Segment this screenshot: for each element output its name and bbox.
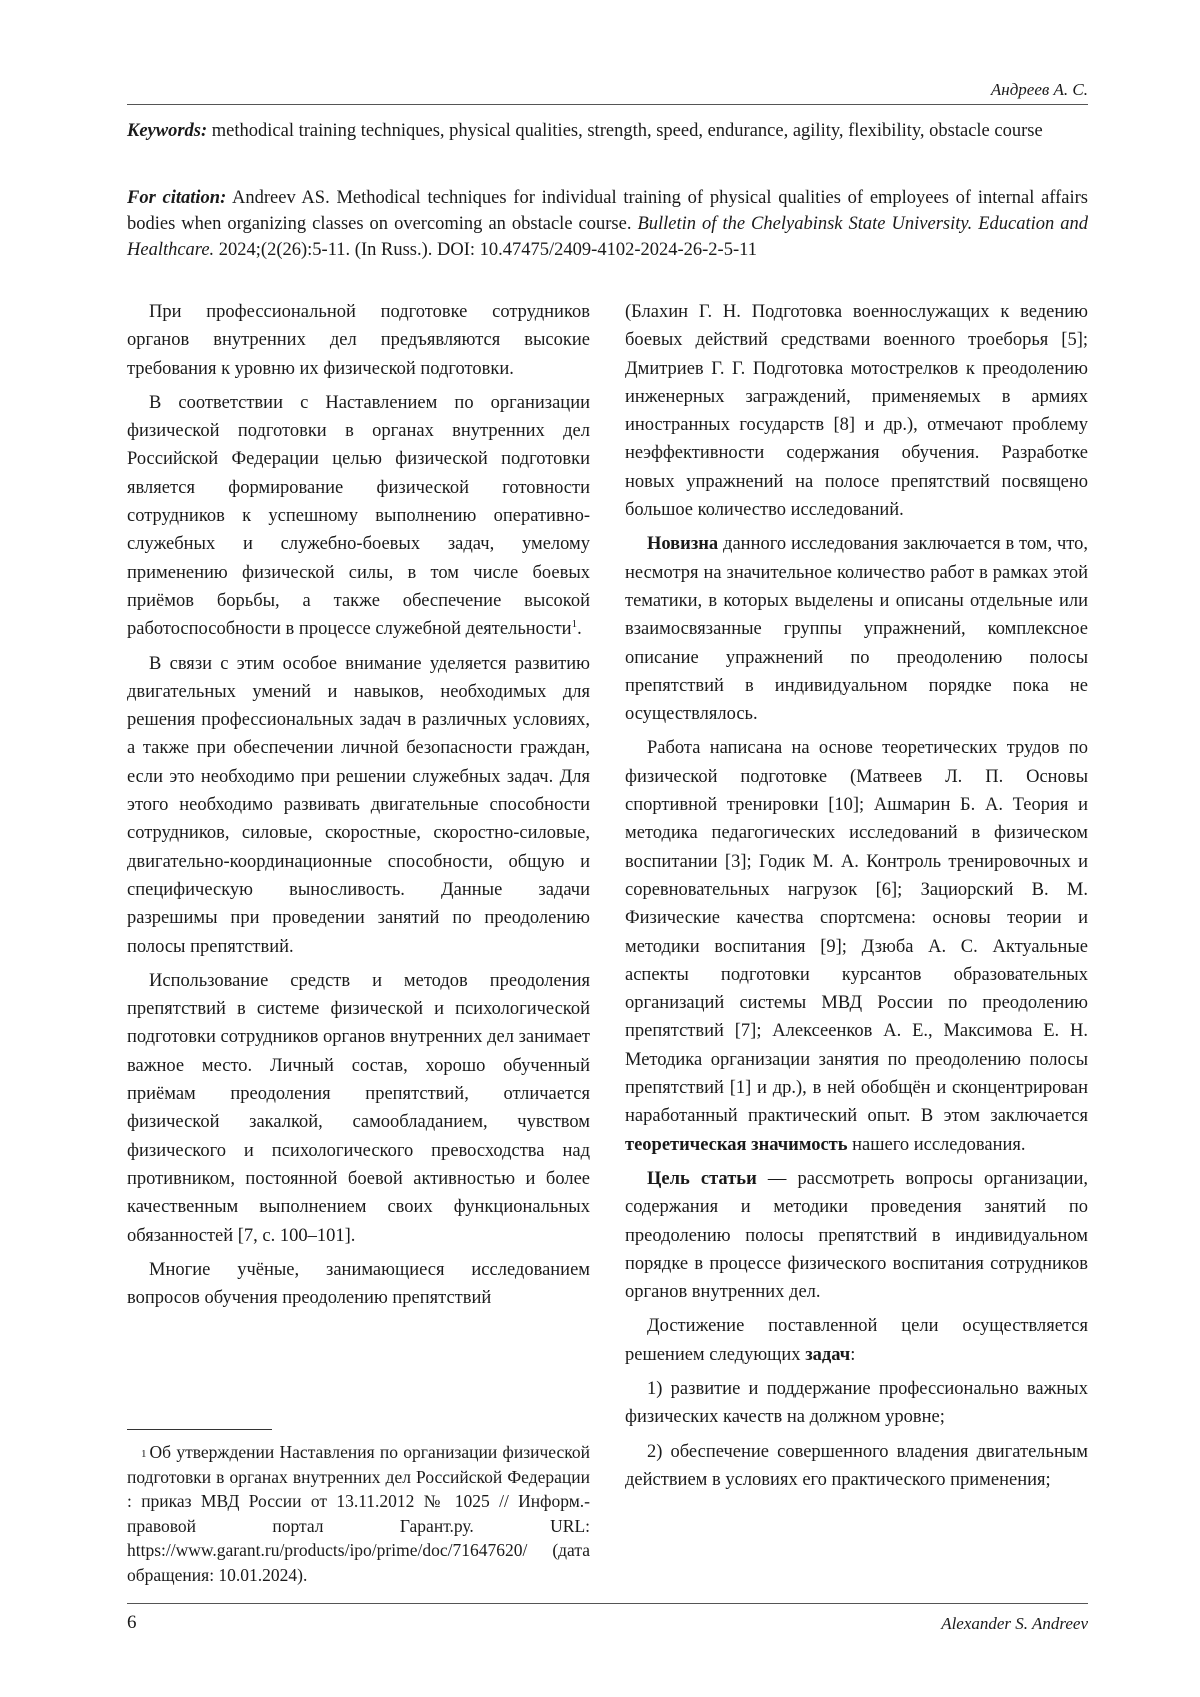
paragraph: При профессиональной подготовке сотрудников органов внутренних дел предъявляются высокие требования к уровню их физической подготовки. <box>127 302 590 379</box>
keywords-block <box>127 118 1088 144</box>
keywords-label: Keywords: <box>127 121 208 141</box>
header-rule <box>127 104 1088 105</box>
left-column <box>127 298 590 1318</box>
paragraph: Цель статьи — рассмотреть вопросы организации, содержания и методики проведения занятий по преодолению полосы препятствий в индивидуальном порядке в процессе физического воспитания сотрудников органов внутренних дел. <box>625 1168 1088 1303</box>
footnote-ref[interactable]: 1 <box>571 618 578 631</box>
paragraph: В соответствии с Наставлением по организации физической подготовки в органах внутренних дел Российской Федерации целью физической подготовки является формирование физической готовности сотрудников к успешному выполнению оперативно-служебных и служебно-боевых задач, умелому применению физической силы, в том числе боевых приёмов борьбы, а также обеспечение высокой работоспособности в процессе служебной деятельности$^1$. <box>127 392 590 640</box>
footnote <box>127 1440 590 1587</box>
footnote-mark: 1 <box>141 1448 147 1460</box>
paragraph: В связи с этим особое внимание уделяется развитию двигательных умений и навыков, необходимых для решения профессиональных задач в различных условиях, а также при обеспечении личной безопасности граждан, если это необходимо при решении служебных задач. Для этого необходимо развивать двигательные способности сотрудников, силовые, скоростные, скоростно-силовые, двигательно-координационные способности, общую и специфическую выносливость. Данные задачи разрешимы при проведении занятий по преодолению полосы препятствий. <box>127 653 590 957</box>
footnote-text: Об утверждении Наставления по организации физической подготовки в органах внутренних дел Российской Федерации : приказ МВД России от 13.11.2012 № 1025 // Информ.-правовой портал Гарант.ру. URL: https://www.garant.ru/products/ipo/prime/doc/71647620/ (дата обращения: 10.01.2024). <box>127 1442 590 1585</box>
citation-journal: Bulletin of the Chelyabinsk State University. Education and Healthcare. <box>127 214 1089 260</box>
list-item: 2) обеспечение совершенного владения двигательным действием в условиях его практического применения; <box>625 1441 1088 1490</box>
running-footer-author: Alexander S. Andreev <box>941 1614 1088 1633</box>
goal-term: Цель статьи <box>647 1168 757 1189</box>
footnote-rule <box>127 1429 272 1430</box>
paragraph: Многие учёные, занимающиеся исследованием вопросов обучения преодолению препятствий <box>127 1259 590 1309</box>
paragraph: Работа написана на основе теоретических трудов по физической подготовке (Матвеев Л. П. Основы спортивной тренировки [10]; Ашмарин Б. А. Теория и методика педагогических исследований в физическом воспитании [3]; Годик М. А. Контроль тренировочных и соревновательных нагрузок [6]; Зациорский В. М. Физические качества спортсмена: основы теории и методики воспитания [9]; Дзюба А. С. Актуальные аспекты подготовки курсантов образовательных организаций системы МВД России по преодолению препятствий [7]; Алексеенков А. Е., Максимова Е. Н. Методика организации занятия по преодолению полосы препятствий [1] и др.), в ней обобщён и сконцентрирован наработанный практический опыт. В этом заключается теоретическая значимость нашего исследования. <box>625 738 1088 1155</box>
citation-block <box>127 185 1088 263</box>
citation-details: 2024;(2(26):5-11. (In Russ.). DOI: 10.47475/2409-4102-2024-26-2-5-11 <box>218 240 757 260</box>
paragraph: Использование средств и методов преодоления препятствий в системе физической и психологической подготовки сотрудников органов внутренних дел занимает важное место. Личный состав, хорошо обученный приёмам преодоления препятствий, отличается физической закалкой, самообладанием, чувством физического и психологического превосходства над противником, постоянной боевой активностью и более качественным выполнением своих функциональных обязанностей [7, с. 100–101]. <box>127 970 590 1246</box>
paragraph: Новизна данного исследования заключается в том, что, несмотря на значительное количество работ в рамках этой тематики, в которых выделены и описаны отдельные или взаимосвязанные группы упражнений, комплексное описание упражнений по преодолению полосы препятствий в индивидуальном порядке пока не осуществлялось. <box>625 534 1088 725</box>
novelty-term: Новизна <box>647 534 719 555</box>
footer-rule <box>127 1603 1088 1604</box>
right-column <box>625 298 1088 1500</box>
running-header-author: Андреев А. С. <box>990 80 1088 99</box>
citation-text: Andreev AS. Methodical techniques for individual training of physical qualities of employees of internal affairs bodies when organizing classes on overcoming an obstacle course. <box>127 188 1088 234</box>
citation-label: For citation: <box>127 188 227 208</box>
paragraph: Достижение поставленной цели осуществляется решением следующих задач: <box>625 1316 1088 1365</box>
list-item: 1) развитие и поддержание профессионально важных физических качеств на должном уровне; <box>625 1378 1088 1428</box>
tasks-term: задач <box>805 1344 851 1365</box>
page-number: 6 <box>127 1612 137 1633</box>
significance-term: теоретическая значимость <box>625 1134 848 1155</box>
keywords-text: methodical training techniques, physical qualities, strength, speed, endurance, agility, flexibility, obstacle course <box>211 121 1043 141</box>
paragraph: (Блахин Г. Н. Подготовка военнослужащих к ведению боевых действий средствами военного троеборья [5]; Дмитриев Г. Г. Подготовка мотострелков к преодолению инженерных заграждений, применяемых в армиях иностранных государств [8] и др.), отмечают проблему неэффективности содержания обучения. Разработке новых упражнений на полосе препятствий посвящено большое количество исследований. <box>625 302 1088 521</box>
